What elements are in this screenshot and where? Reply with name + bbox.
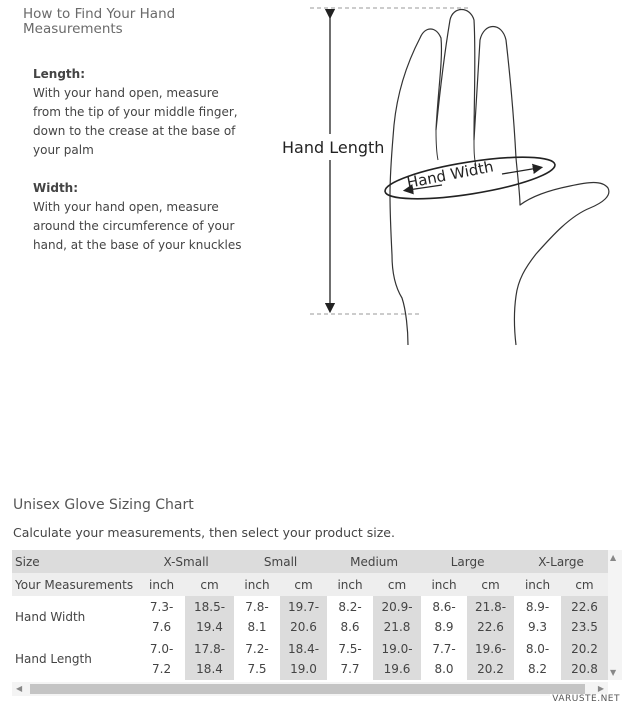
width-arrow-right	[502, 168, 538, 174]
hand-width-label: Hand Width	[405, 157, 496, 192]
sizing-chart-title: Unisex Glove Sizing Chart	[13, 497, 194, 513]
value-cell: 20.2 20.8	[561, 638, 608, 680]
value-cell: 18.4- 19.0	[280, 638, 327, 680]
value-cell: 21.8- 22.6	[467, 596, 514, 638]
size-xlarge: X-Large	[514, 550, 608, 573]
length-instructions	[33, 65, 243, 160]
value-cell: 19.0- 19.6	[373, 638, 421, 680]
value-cell: 7.2- 7.5	[234, 638, 280, 680]
sizing-chart-subtitle: Calculate your measurements, then select your product size.	[13, 525, 395, 540]
value-cell: 8.2- 8.6	[327, 596, 373, 638]
width-instructions	[33, 179, 243, 255]
value-cell: 8.0- 8.2	[514, 638, 561, 680]
width-text: With your hand open, measure around the circumference of your hand, at the base of your knuckles	[33, 200, 242, 252]
value-cell: 22.6 23.5	[561, 596, 608, 638]
unit-cm: cm	[373, 573, 421, 596]
hand-length-label: Hand Length	[282, 138, 385, 157]
row-label: Hand Width	[12, 596, 138, 638]
unit-cm: cm	[467, 573, 514, 596]
size-medium: Medium	[327, 550, 421, 573]
value-cell: 7.0- 7.2	[138, 638, 185, 680]
unit-cm: cm	[280, 573, 327, 596]
length-heading: Length:	[33, 67, 85, 81]
value-cell: 7.8- 8.1	[234, 596, 280, 638]
size-large: Large	[421, 550, 514, 573]
value-cell: 8.9- 9.3	[514, 596, 561, 638]
value-cell: 19.7- 20.6	[280, 596, 327, 638]
units-header-row	[12, 573, 608, 596]
value-cell: 7.3- 7.6	[138, 596, 185, 638]
vertical-scrollbar[interactable]	[608, 550, 622, 680]
unit-inch: inch	[138, 573, 185, 596]
unit-inch: inch	[234, 573, 280, 596]
value-cell: 17.8- 18.4	[185, 638, 234, 680]
unit-cm: cm	[561, 573, 608, 596]
value-cell: 18.5- 19.4	[185, 596, 234, 638]
sizing-table-viewport[interactable]	[12, 550, 608, 680]
size-small: Small	[234, 550, 327, 573]
value-cell: 19.6- 20.2	[467, 638, 514, 680]
value-cell: 7.7- 8.0	[421, 638, 467, 680]
size-xsmall: X-Small	[138, 550, 234, 573]
scroll-up-icon[interactable]: ▲	[610, 553, 617, 562]
unit-inch: inch	[421, 573, 467, 596]
length-text: With your hand open, measure from the tip of your middle finger, down to the crease at the base of your palm	[33, 86, 238, 157]
horizontal-scrollbar[interactable]	[12, 682, 608, 696]
scroll-down-icon[interactable]: ▼	[610, 668, 617, 677]
sizing-table	[12, 550, 608, 680]
row-label: Hand Length	[12, 638, 138, 680]
table-row-hand-length	[12, 638, 608, 680]
unit-inch: inch	[514, 573, 561, 596]
table-row-hand-width	[12, 596, 608, 638]
size-header-row	[12, 550, 608, 573]
unit-inch: inch	[327, 573, 373, 596]
scrollbar-thumb[interactable]	[30, 684, 585, 694]
size-label: Size	[12, 550, 138, 573]
unit-cm: cm	[185, 573, 234, 596]
hand-measurement-illustration	[270, 0, 624, 350]
width-heading: Width:	[33, 181, 79, 195]
scroll-right-icon[interactable]: ▶	[597, 684, 604, 693]
value-cell: 20.9- 21.8	[373, 596, 421, 638]
scroll-left-icon[interactable]: ◀	[16, 684, 23, 693]
value-cell: 7.5- 7.7	[327, 638, 373, 680]
measurements-label: Your Measurements	[12, 573, 138, 596]
value-cell: 8.6- 8.9	[421, 596, 467, 638]
watermark: VARUSTE.NET	[552, 694, 620, 704]
guide-title: How to Find Your Hand Measurements	[23, 6, 176, 37]
